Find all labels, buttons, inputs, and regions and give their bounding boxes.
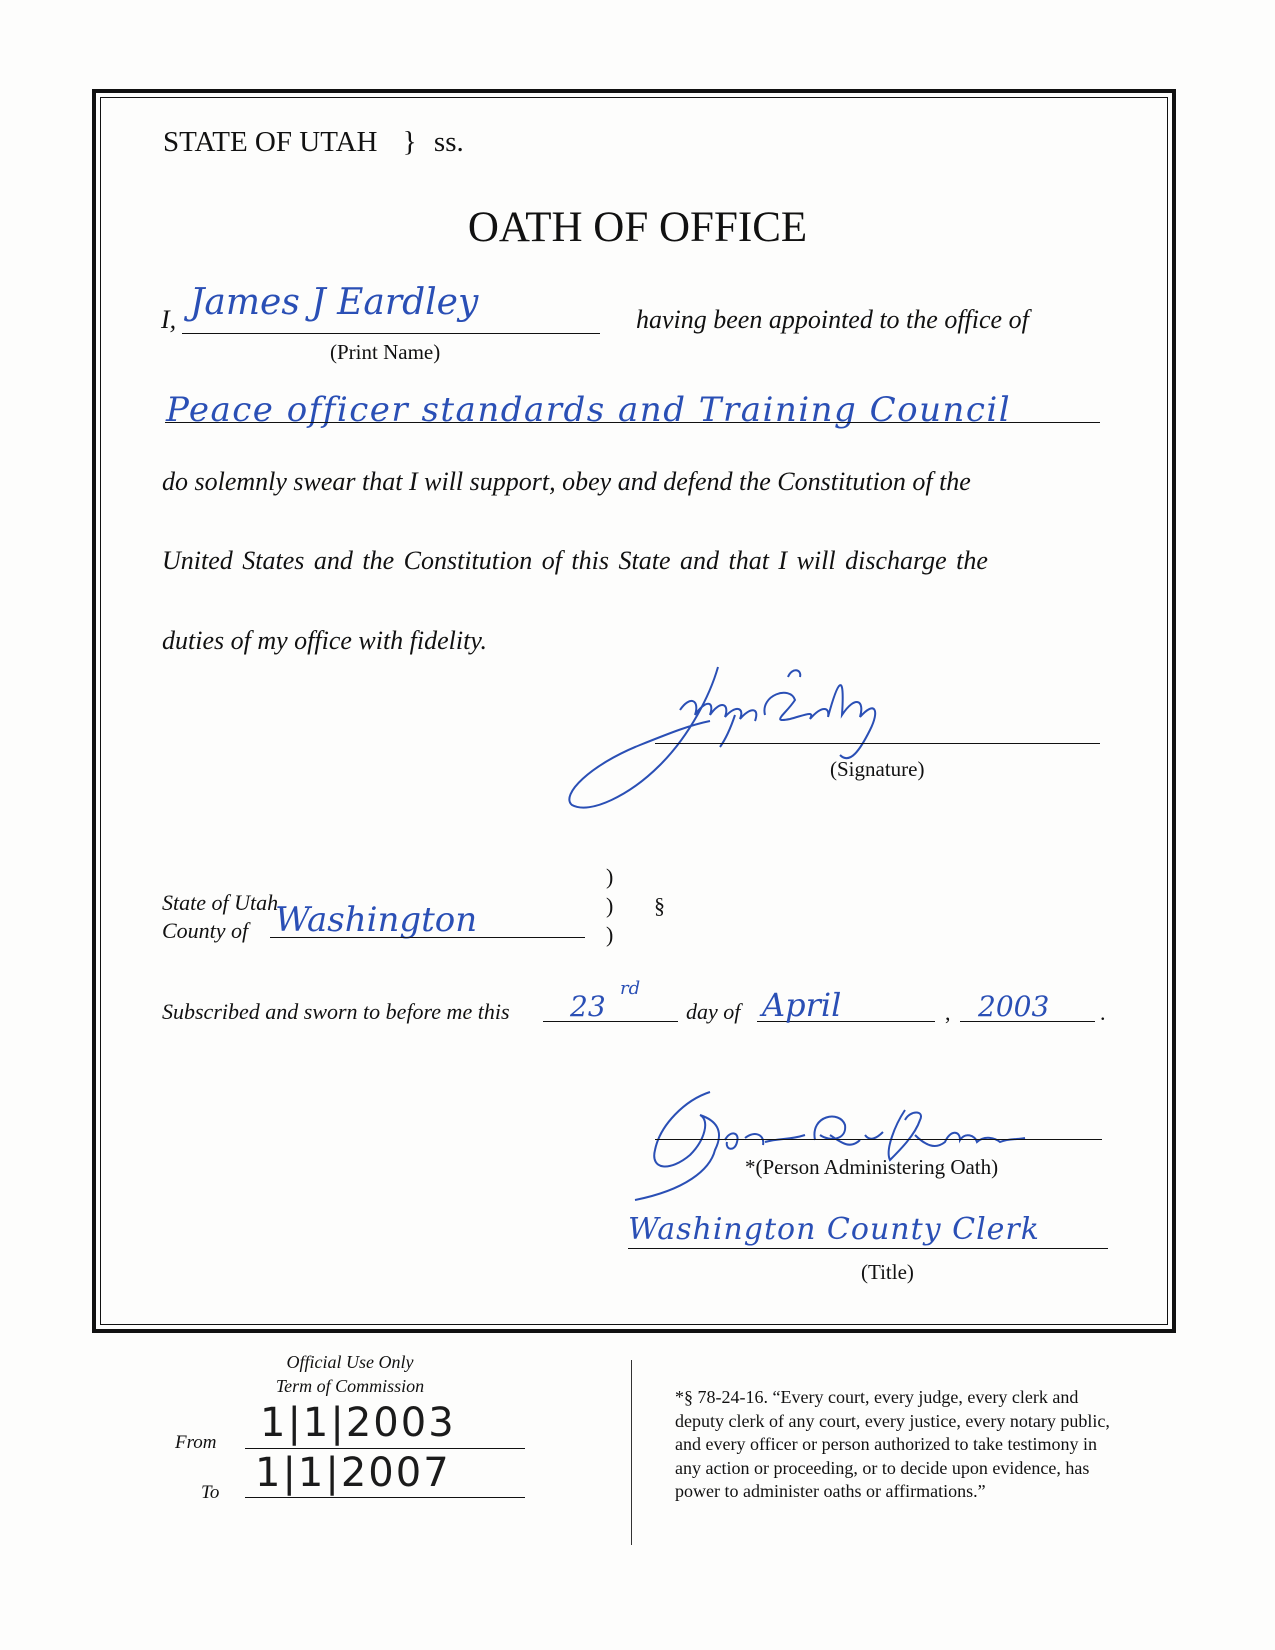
oath-line-1: do solemnly swear that I will support, obey and defend the Constitution of the xyxy=(162,467,971,496)
state-header-ss: ss. xyxy=(433,126,464,158)
year-comma: , xyxy=(945,1000,951,1025)
state-header xyxy=(163,126,464,159)
venue-section-symbol: § xyxy=(654,893,665,918)
from-label: From xyxy=(175,1432,217,1453)
from-line xyxy=(245,1448,525,1449)
day-of-text: day of xyxy=(686,999,741,1024)
title-line xyxy=(628,1248,1108,1249)
handwritten-day-suffix: rd xyxy=(620,978,641,999)
appointed-text: having been appointed to the office of xyxy=(636,305,1029,334)
state-header-text: STATE OF UTAH xyxy=(163,126,378,158)
venue-county-label: County of xyxy=(162,918,249,943)
footnote-line-1: *§ 78-24-16. “Every court, every judge, every clerk and xyxy=(675,1387,1079,1407)
subscribed-prefix: Subscribed and sworn to before me this xyxy=(162,999,510,1024)
signature-label: (Signature) xyxy=(830,757,925,781)
day-line xyxy=(543,1021,678,1022)
handwritten-year: 2003 xyxy=(978,990,1050,1023)
handwritten-month: April xyxy=(762,986,842,1024)
official-use-heading: Official Use Only xyxy=(286,1352,414,1372)
oath-line-2: United States and the Constitution of this State and that I will discharge the xyxy=(162,546,988,575)
administrator-label: *(Person Administering Oath) xyxy=(745,1155,999,1179)
print-name-label: (Print Name) xyxy=(330,340,441,364)
oath-line-3: duties of my office with fidelity. xyxy=(162,626,487,655)
to-line xyxy=(245,1497,525,1498)
document-title: OATH OF OFFICE xyxy=(467,204,808,251)
footnote-line-3: and every officer or person authorized to take testimony in xyxy=(675,1434,1098,1454)
footnote-line-5: power to administer oaths or affirmations.” xyxy=(675,1481,986,1501)
signature-line xyxy=(655,743,1100,744)
state-header-brace: } xyxy=(402,126,417,158)
venue-paren-2: ) xyxy=(606,893,614,918)
venue-state-label: State of Utah xyxy=(162,890,279,915)
print-name-line xyxy=(182,333,600,334)
handwritten-office: Peace officer standards and Training Council xyxy=(166,390,1012,430)
handwritten-day: 23 xyxy=(570,990,606,1023)
administrator-signature xyxy=(615,1080,1085,1210)
handwritten-title: Washington County Clerk xyxy=(628,1212,1040,1247)
county-line xyxy=(270,937,585,938)
administrator-line xyxy=(655,1139,1102,1140)
term-heading: Term of Commission xyxy=(275,1376,425,1396)
footnote-line-4: any action or proceeding, or to decide upon evidence, has xyxy=(675,1457,1090,1478)
statute-footnote xyxy=(675,1386,1110,1504)
to-label: To xyxy=(201,1482,220,1503)
year-period: . xyxy=(1100,1000,1106,1025)
venue-paren-1: ) xyxy=(606,864,614,889)
title-label: (Title) xyxy=(861,1260,914,1284)
official-signature xyxy=(560,655,980,825)
venue-paren-3: ) xyxy=(606,922,614,947)
footnote-line-2: deputy clerk of any court, every justice, every notary public, xyxy=(675,1410,1110,1431)
footer-divider xyxy=(631,1360,632,1545)
i-prefix: I, xyxy=(161,305,177,334)
handwritten-county: Washington xyxy=(275,900,478,940)
handwritten-print-name: James J Eardley xyxy=(190,282,479,323)
handwritten-from-date: 1|1|2003 xyxy=(260,1400,456,1446)
handwritten-to-date: 1|1|2007 xyxy=(255,1450,451,1496)
office-line xyxy=(165,422,1100,423)
